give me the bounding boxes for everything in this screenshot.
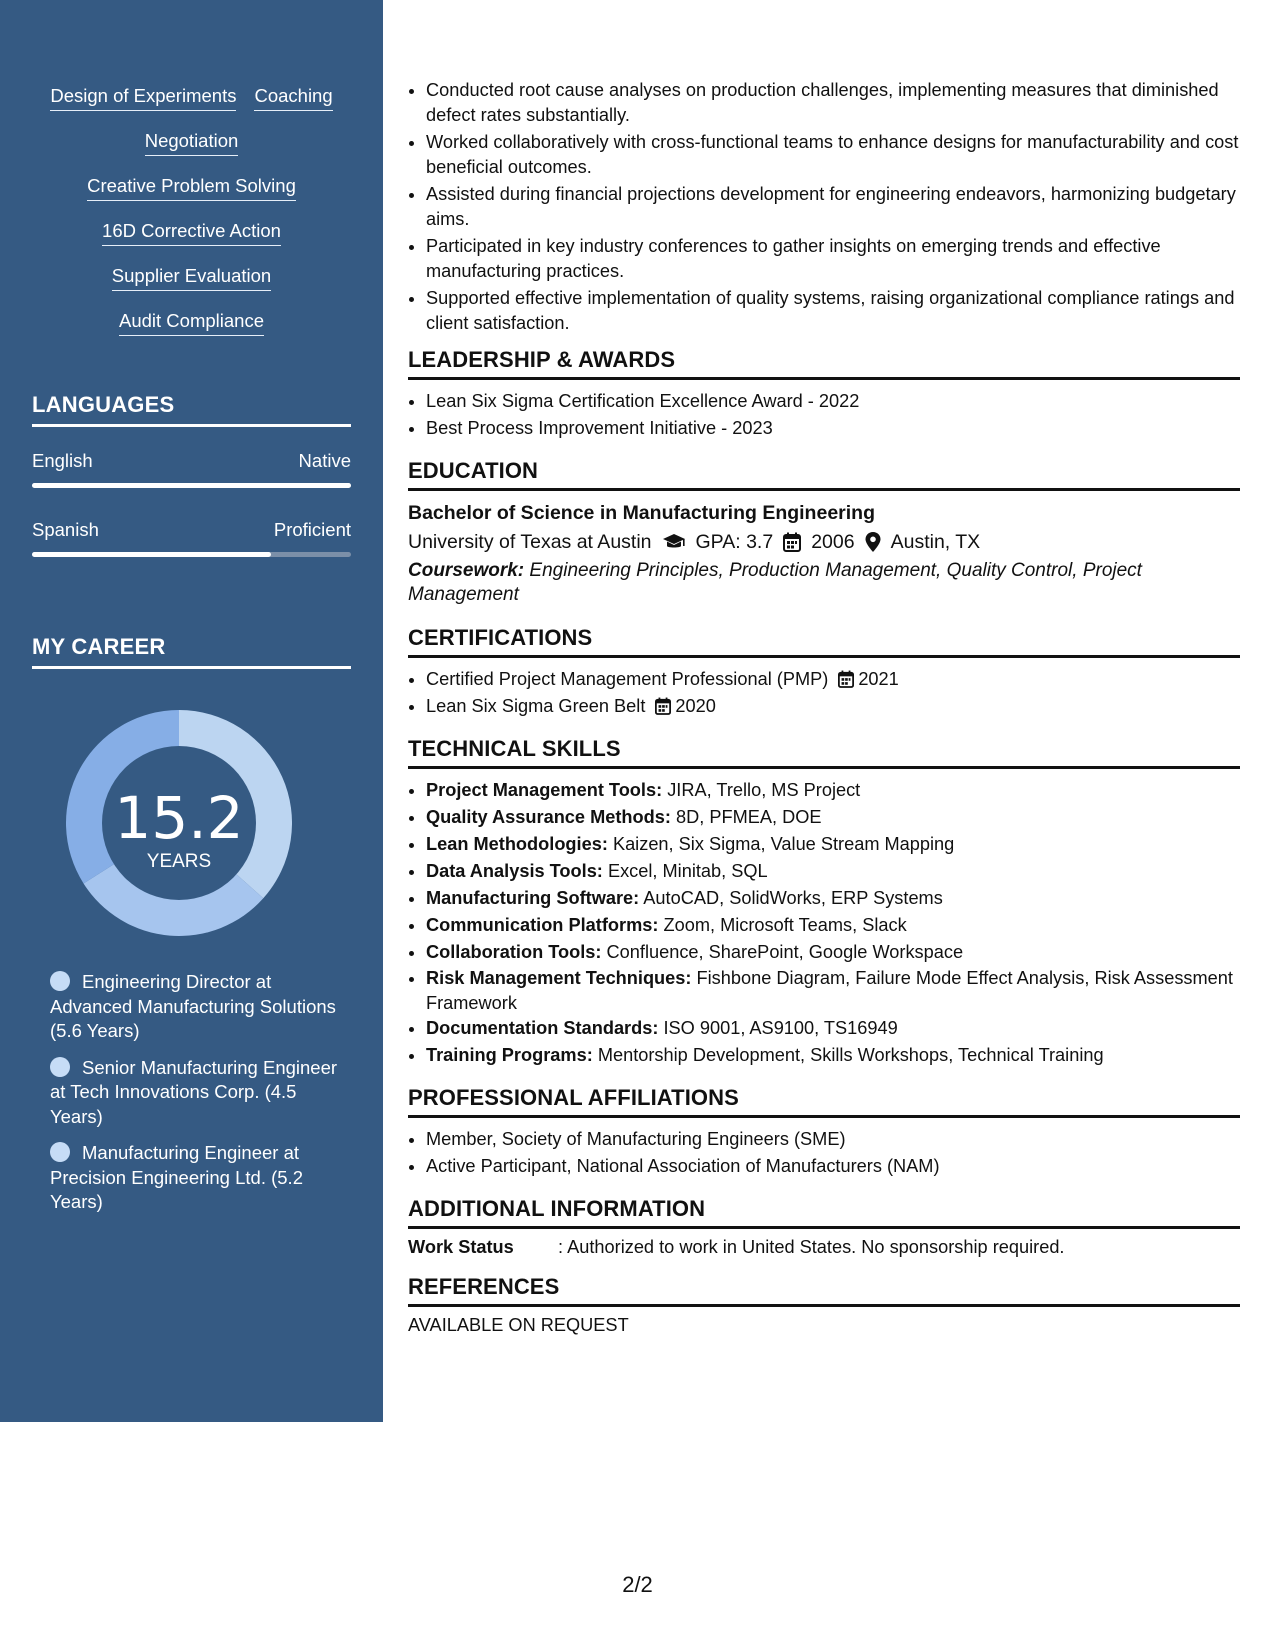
language-level: Native <box>298 450 351 471</box>
career-list <box>50 970 340 1227</box>
skill-value: Fishbone Diagram, Failure Mode Effect Analysis, Risk Assessment Framework <box>426 968 1233 1013</box>
list-item <box>426 666 1240 693</box>
list-item: • Worked collaboratively with cross-functional teams to enhance designs for manufacturability and cost beneficial outcomes. <box>426 130 1240 179</box>
languages-heading: LANGUAGES <box>32 392 351 427</box>
skill-value: JIRA, Trello, MS Project <box>667 780 861 800</box>
coursework-text: Engineering Principles, Production Management, Quality Control, Project Management <box>408 560 1142 605</box>
skill-label: Quality Assurance Methods: <box>426 807 671 827</box>
skill-tag: Negotiation <box>145 129 239 156</box>
education-details <box>408 527 1240 557</box>
work-status-label: Work Status <box>408 1237 514 1257</box>
section-heading: EDUCATION <box>408 458 1240 491</box>
career-item <box>50 970 340 1044</box>
experience-bullets <box>408 78 1240 335</box>
list-item <box>426 885 1240 912</box>
list-item <box>426 858 1240 885</box>
list-item <box>426 693 1240 720</box>
section-heading: REFERENCES <box>408 1274 1240 1307</box>
skill-label: Data Analysis Tools: <box>426 861 603 881</box>
language-name: English <box>32 450 93 471</box>
skill-value: Kaizen, Six Sigma, Value Stream Mapping <box>612 834 955 854</box>
skill-label: Project Management Tools: <box>426 780 663 800</box>
skill-value: Confluence, SharePoint, Google Workspace <box>606 942 964 962</box>
career-dot-icon <box>50 971 70 991</box>
list-item: • Member, Society of Manufacturing Engineers (SME) <box>426 1126 1240 1153</box>
education-school: University of Texas at Austin <box>408 531 652 553</box>
section-heading: ADDITIONAL INFORMATION <box>408 1196 1240 1229</box>
list-item: • Lean Six Sigma Certification Excellence Award - 2022 <box>426 388 1240 415</box>
language-bar-fill <box>32 552 271 557</box>
skill-label: Lean Methodologies: <box>426 834 608 854</box>
certification-name: Certified Project Management Professional (PMP) <box>426 669 829 689</box>
education-location: Austin, TX <box>890 531 981 553</box>
calendar-icon <box>655 697 671 715</box>
career-item-text: Manufacturing Engineer at Precision Engineering Ltd. (5.2 Years) <box>50 1142 303 1212</box>
technical-skills-list <box>408 777 1240 1069</box>
career-item-text: Senior Manufacturing Engineer at Tech Innovations Corp. (4.5 Years) <box>50 1056 338 1127</box>
education-year: 2006 <box>811 531 855 553</box>
education-degree: Bachelor of Science in Manufacturing Engineering <box>408 502 875 524</box>
skill-label: Communication Platforms: <box>426 915 659 935</box>
skill-label: Documentation Standards: <box>426 1018 659 1038</box>
certification-name: Lean Six Sigma Green Belt <box>426 696 646 716</box>
work-status-value: : Authorized to work in United States. No sponsorship required. <box>558 1237 1065 1257</box>
affiliations-list <box>408 1126 1240 1180</box>
skill-tag: Design of Experiments <box>50 84 236 111</box>
map-pin-icon <box>865 532 881 552</box>
list-item <box>426 912 1240 939</box>
certification-year: 2020 <box>675 696 716 716</box>
section-heading: TECHNICAL SKILLS <box>408 736 1240 769</box>
language-spanish <box>32 519 351 557</box>
language-bar <box>32 483 351 488</box>
skill-value: Zoom, Microsoft Teams, Slack <box>663 915 907 935</box>
sidebar <box>0 0 383 1422</box>
main-content <box>408 78 1240 1336</box>
skill-tag: Coaching <box>254 84 332 111</box>
list-item <box>426 777 1240 804</box>
coursework-label: Coursework: <box>408 560 525 581</box>
certification-year: 2021 <box>858 669 899 689</box>
list-item <box>426 831 1240 858</box>
career-donut-chart <box>66 710 292 936</box>
skill-tag: Supplier Evaluation <box>112 264 271 291</box>
list-item <box>426 966 1240 1015</box>
skill-label: Training Programs: <box>426 1045 593 1065</box>
career-dot-icon <box>50 1057 70 1077</box>
career-unit: YEARS <box>146 851 212 872</box>
list-item <box>426 939 1240 966</box>
skill-tag: Audit Compliance <box>119 309 264 336</box>
language-english <box>32 450 351 488</box>
skill-value: Mentorship Development, Skills Workshops, Technical Training <box>597 1045 1104 1065</box>
skill-value: Excel, Minitab, SQL <box>607 861 768 881</box>
skill-label: Manufacturing Software: <box>426 888 640 908</box>
education-coursework <box>408 559 1240 607</box>
career-heading: MY CAREER <box>32 634 351 669</box>
list-item <box>426 1042 1240 1069</box>
list-item <box>426 804 1240 831</box>
career-item <box>50 1141 340 1215</box>
list-item: • Conducted root cause analyses on production challenges, implementing measures that diminished defect rates substantially. <box>426 78 1240 127</box>
language-name: Spanish <box>32 519 99 540</box>
skill-label: Collaboration Tools: <box>426 942 602 962</box>
career-item-text: Engineering Director at Advanced Manufacturing Solutions (5.6 Years) <box>50 971 336 1041</box>
skill-label: Risk Management Techniques: <box>426 968 692 988</box>
list-item: • Supported effective implementation of quality systems, raising organizational compliance ratings and client satisfaction. <box>426 286 1240 335</box>
language-bar-fill <box>32 483 351 488</box>
list-item <box>426 1015 1240 1042</box>
list-item: • Active Participant, National Association of Manufacturers (NAM) <box>426 1153 1240 1180</box>
education-gpa: GPA: 3.7 <box>695 531 774 553</box>
language-bar <box>32 552 351 557</box>
skill-tag: Creative Problem Solving <box>87 174 296 201</box>
section-heading: LEADERSHIP & AWARDS <box>408 347 1240 380</box>
certifications-list <box>408 666 1240 720</box>
skill-value: AutoCAD, SolidWorks, ERP Systems <box>643 888 943 908</box>
section-heading: PROFESSIONAL AFFILIATIONS <box>408 1085 1240 1118</box>
leadership-list <box>408 388 1240 442</box>
references-text: AVAILABLE ON REQUEST <box>408 1315 629 1335</box>
calendar-icon <box>838 670 854 688</box>
career-total: 15.2 <box>114 784 244 852</box>
work-status <box>408 1237 1240 1258</box>
career-dot-icon <box>50 1142 70 1162</box>
skill-tag: 16D Corrective Action <box>102 219 281 246</box>
calendar-icon <box>783 532 801 552</box>
section-heading: CERTIFICATIONS <box>408 625 1240 658</box>
list-item: • Best Process Improvement Initiative - 2023 <box>426 415 1240 442</box>
skill-value: ISO 9001, AS9100, TS16949 <box>663 1018 898 1038</box>
graduation-cap-icon <box>662 533 686 551</box>
page-number: 2/2 <box>622 1572 653 1597</box>
language-level: Proficient <box>273 519 351 540</box>
career-item <box>50 1056 340 1130</box>
skills-list <box>0 84 383 354</box>
skill-value: 8D, PFMEA, DOE <box>675 807 822 827</box>
list-item: • Assisted during financial projections development for engineering endeavors, harmonizing budgetary aims. <box>426 182 1240 231</box>
list-item: • Participated in key industry conferences to gather insights on emerging trends and effective manufacturing practices. <box>426 234 1240 283</box>
